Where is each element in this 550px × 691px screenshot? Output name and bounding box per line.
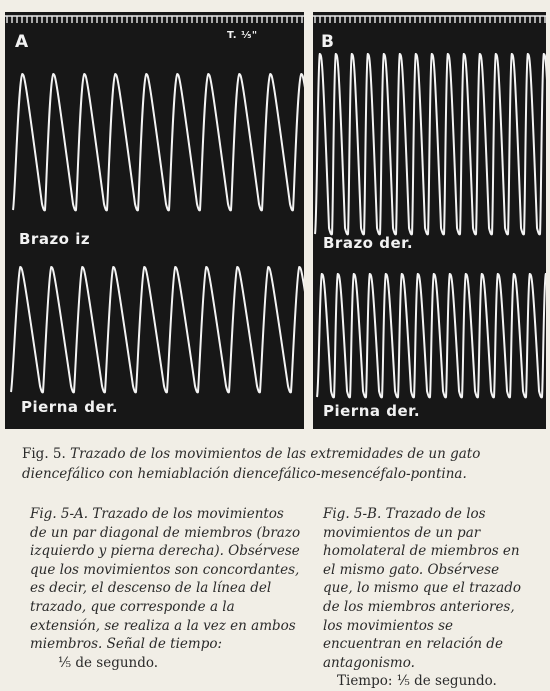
tracing-graph-b [313,12,546,429]
panel-a-letter: A [15,32,29,52]
tracing-graph-a [5,12,304,429]
panel-a-bottom-label: Pierna der. [21,398,119,416]
tracing-panel-b [313,12,546,429]
caption-lead: Fig. 5. [22,446,66,462]
figure-caption [22,444,537,484]
column-a-body: Fig. 5-A. Trazado de los movimientos de un par diagonal de miembros (brazo izquierdo y pierna derecha). Obsérvese que los movimientos son concordantes, es decir, el descenso de la línea del trazado, que corresponde a la extensión, se realiza a la vez en ambos miembros. Señal de tiempo: [30,506,301,653]
panel-b-letter: B [321,32,335,52]
column-b-signal: Tiempo: ⅕ de segundo. [337,673,497,690]
column-b-body: Fig. 5-B. Trazado de los movimientos de un par homolateral de miembros en el mismo gato. Obsérvese que, lo mismo que el trazado de los miembros anteriores, los movimientos se encuentran en relación de antagonismo. [323,506,521,671]
column-a-signal: ⅕ de segundo. [58,654,159,671]
leg-tracing-a [11,267,304,392]
column-b-text [323,505,528,691]
leg-tracing-b [317,274,546,397]
time-mark-label: T. ⅕" [227,30,258,41]
tracing-panel-a [5,12,304,429]
time-signal-ticks [5,16,304,23]
time-signal-ticks [313,16,546,23]
caption-text: Trazado de los movimientos de las extremidades de un gato diencefálico con hemiablación diencefálico-mesencéfalo-pontina. [22,446,481,482]
arm-tracing-b [315,54,546,234]
panel-b-top-label: Brazo der. [323,234,414,252]
arm-tracing-a [13,74,304,210]
panel-b-bottom-label: Pierna der. [323,402,421,420]
column-a-text [30,505,302,672]
panel-a-top-label: Brazo iz [19,230,91,248]
